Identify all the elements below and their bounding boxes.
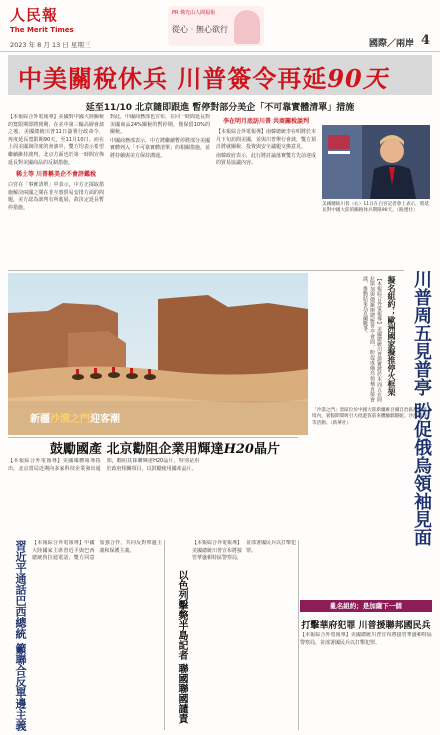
chips-body: 【本報綜合外電報導】美國媒體報導指出，北京當局近期向多家科技企業發出通知，勸阻其採購輝達H20晶片，特別是用於政府相關項目，以鼓勵使用國產晶片。 [8, 458, 200, 472]
lead-paragraph: 白宮在「事實清單」中表示，中方正採取措施解決兩國之間在非互惠貿易安排方面的問題，美方認為談判有所進展，故決定延長暫停措施。 [8, 182, 104, 211]
desert-caption-a: 新疆 [30, 414, 50, 425]
newspaper-logo [10, 4, 76, 38]
xi-body: 【本報綜合外電報導】中國大陸國家主席習近平與巴西總統魯拉通電話，雙方同意加強合作，共同反對單邊主義和保護主義。 [32, 540, 162, 562]
lead-column-1 [8, 114, 104, 270]
lead-paragraph: 南韓政府表示，此行將討論落實雙方先前達成的貿易協議內容。 [216, 152, 316, 167]
desert-photo-headline [30, 410, 120, 425]
ad-label: PR 佛光山人間福報 [172, 10, 216, 16]
ad-slogan: 從心‧無心欲行 [172, 25, 228, 34]
press-body: 【本報綜合外電報導】美國總統川普宣布將接管華盛頓特區警察局，並部署國民兵以打擊犯罪。 [192, 540, 296, 562]
chips-headline-c: 晶片 [253, 442, 280, 457]
lead-inhead-2: 李在明月底訪川普 共商關稅談判 [222, 118, 310, 125]
lead-column-2 [110, 114, 210, 270]
masthead [0, 0, 440, 52]
lead-inhead-1: 稀土等 川普稱美企不會評鑑稅 [15, 171, 97, 179]
page-number: 4 [420, 33, 430, 48]
note-bar [300, 600, 432, 612]
guard-body: 【本報綜合外電報導】美國總統川普宣布將接管華盛頓特區警察局，並部署國民兵以打擊犯罪。 [300, 632, 432, 646]
desert-caption-b: 沙漠之門 [50, 414, 90, 425]
section-label: 國際／兩岸 [368, 39, 414, 49]
chips-headline-b: H20 [223, 442, 254, 457]
desert-caption-c: 迎客潮 [90, 414, 120, 425]
lead-paragraph: 【本報綜合外電報導】美國對中國大陸關稅的寬限期即將到期，在美中第三輪高層會談之後，美國總統川普11日簽署行政命令，再度延長寬限期90天，至11月10日。而在上周美國與印度的會談中，雙方均表示希望繼續維持談判，北京方面也於第一時間宣佈延長對美國商品的反制措施。 [8, 114, 104, 166]
lead-paragraph: 對此，中國商務部也宣布，在同一時間延長對美國商品24%關稅的暫停期，僅保留10%的關稅。 [110, 114, 210, 136]
logo-chinese: 人民報 [10, 6, 59, 24]
trump-photo-caption: 美國總統川普（右）11日在白宮記者會上表示，將延長對中國大陸的關稅休兵期限90天。（路透社） [322, 202, 429, 214]
chips-headline-a: 鼓勵國產 北京勸阻企業用輝達 [50, 442, 224, 457]
lead-headline-b: 川普簽令再延 [177, 64, 328, 93]
xi-headline: 習近平通話巴西總統 籲聯合反單邊主義 [14, 540, 27, 731]
column-rule [298, 540, 299, 730]
lead-banner [8, 55, 432, 95]
putin-body: 【本報綜合外電報導】美國總統川普證實將於本周五在阿拉斯加與俄羅斯總統普亭會面，盼促成俄烏領袖直接會談，推動結束烏克蘭戰爭。 [362, 276, 382, 402]
note-bar-text: 亂名組約；是加薩下一個 [330, 602, 402, 610]
lead-headline-a: 中美關稅休兵 [18, 64, 168, 93]
press-headline: 以色列擊斃半島記者 聯國聯國譴責 [176, 570, 187, 724]
chips-headline [40, 438, 290, 457]
masthead-ad [168, 6, 264, 46]
lead-subhead: 延至11/10 北京隨即跟進 暫停對部分美企「不可靠實體清單」措施 [85, 103, 355, 113]
trump-photo-image [322, 125, 430, 199]
putin-subhead: 擬名組約；歐洲國家擬推停火框架 [387, 276, 396, 396]
trump-photo [322, 125, 430, 199]
lead-paragraph: 中國商務部表示，中方將繼續暫停將部分美國實體列入「不可靠實體清單」的相關措施，並將持續與美方保持溝通。 [110, 137, 210, 159]
logo-english: The Merit Times [10, 26, 74, 34]
column-rule [164, 540, 165, 730]
lead-column-3 [216, 114, 316, 270]
lead-paragraph: 【本報綜合外電報導】南韓總統李在明將於本月下旬訪問美國，並與川普舉行會談，雙方預計將就關稅、投資與安全議題交換意見。 [216, 129, 316, 151]
desert-photo-caption: 「沙漠之門」景區位於中國大陸新疆維吾爾自治區鄯善縣境內，暑假期間吸引大批遊客前來體驗騎駱駝、沙漠越野等活動。（新華社） [312, 408, 427, 426]
ad-illustration [234, 10, 260, 44]
issue-date: 2023 年 8 月 13 日 星期三 [10, 41, 91, 49]
lead-headline-num: 90天 [327, 64, 388, 93]
lead-headline [18, 59, 388, 94]
guard-headline: 打擊華府犯罪 川普援聯邦國民兵 [301, 621, 431, 631]
putin-headline: 川普周五見普亭 盼促俄烏領袖見面 [411, 270, 432, 547]
divider [8, 270, 404, 271]
